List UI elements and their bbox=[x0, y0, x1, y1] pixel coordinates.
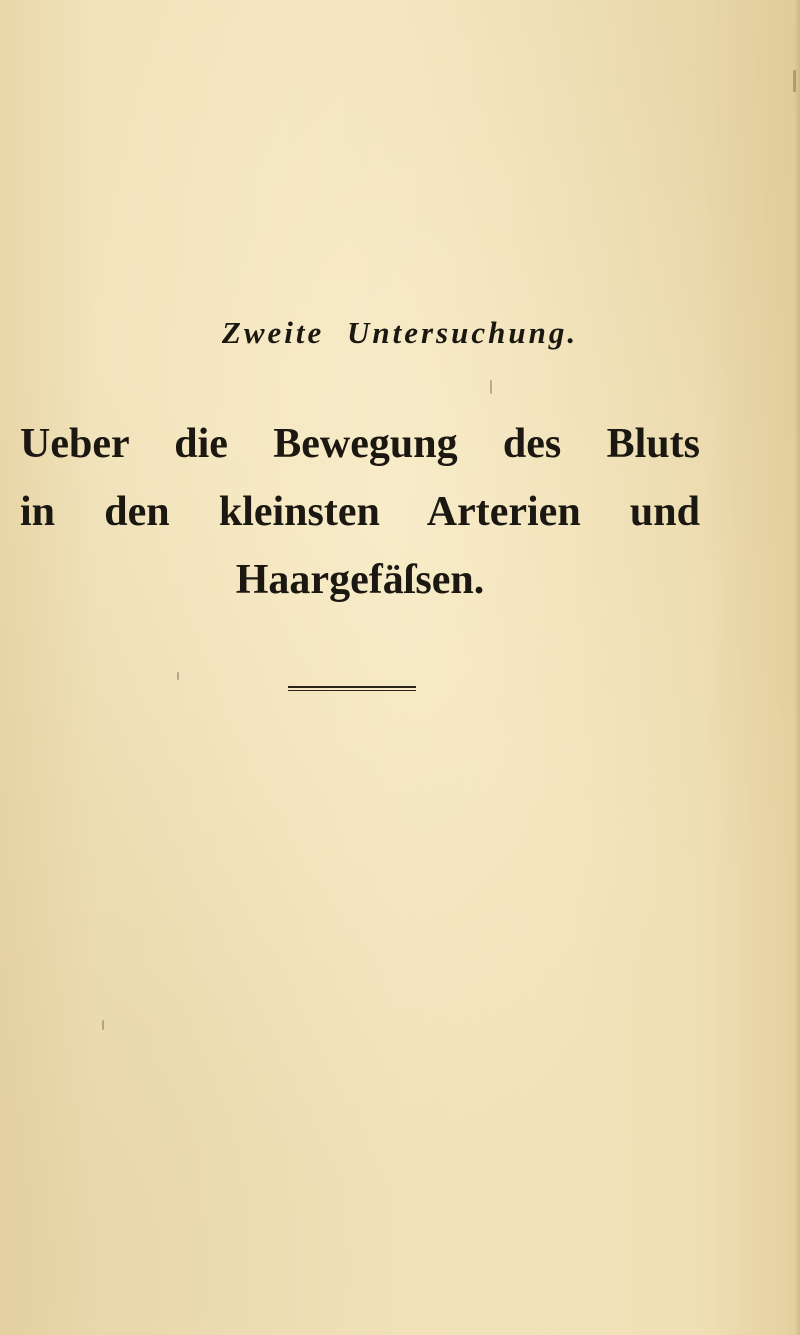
title-line-2: in den kleinsten Arterien und bbox=[20, 489, 700, 535]
rule-thin-line bbox=[288, 690, 416, 691]
ornamental-rule bbox=[288, 686, 416, 692]
chapter-title bbox=[20, 410, 700, 614]
paper-speck bbox=[490, 380, 492, 394]
title-line-1: Ueber die Bewegung des Bluts bbox=[20, 421, 700, 467]
title-line-3: Haargefäſsen. bbox=[235, 557, 485, 603]
rule-thick-line bbox=[288, 686, 416, 688]
section-subtitle: Zweite Untersuchung. bbox=[221, 315, 579, 350]
paper-speck bbox=[177, 672, 179, 680]
paper-speck bbox=[793, 70, 796, 92]
paper-speck bbox=[102, 1020, 104, 1030]
